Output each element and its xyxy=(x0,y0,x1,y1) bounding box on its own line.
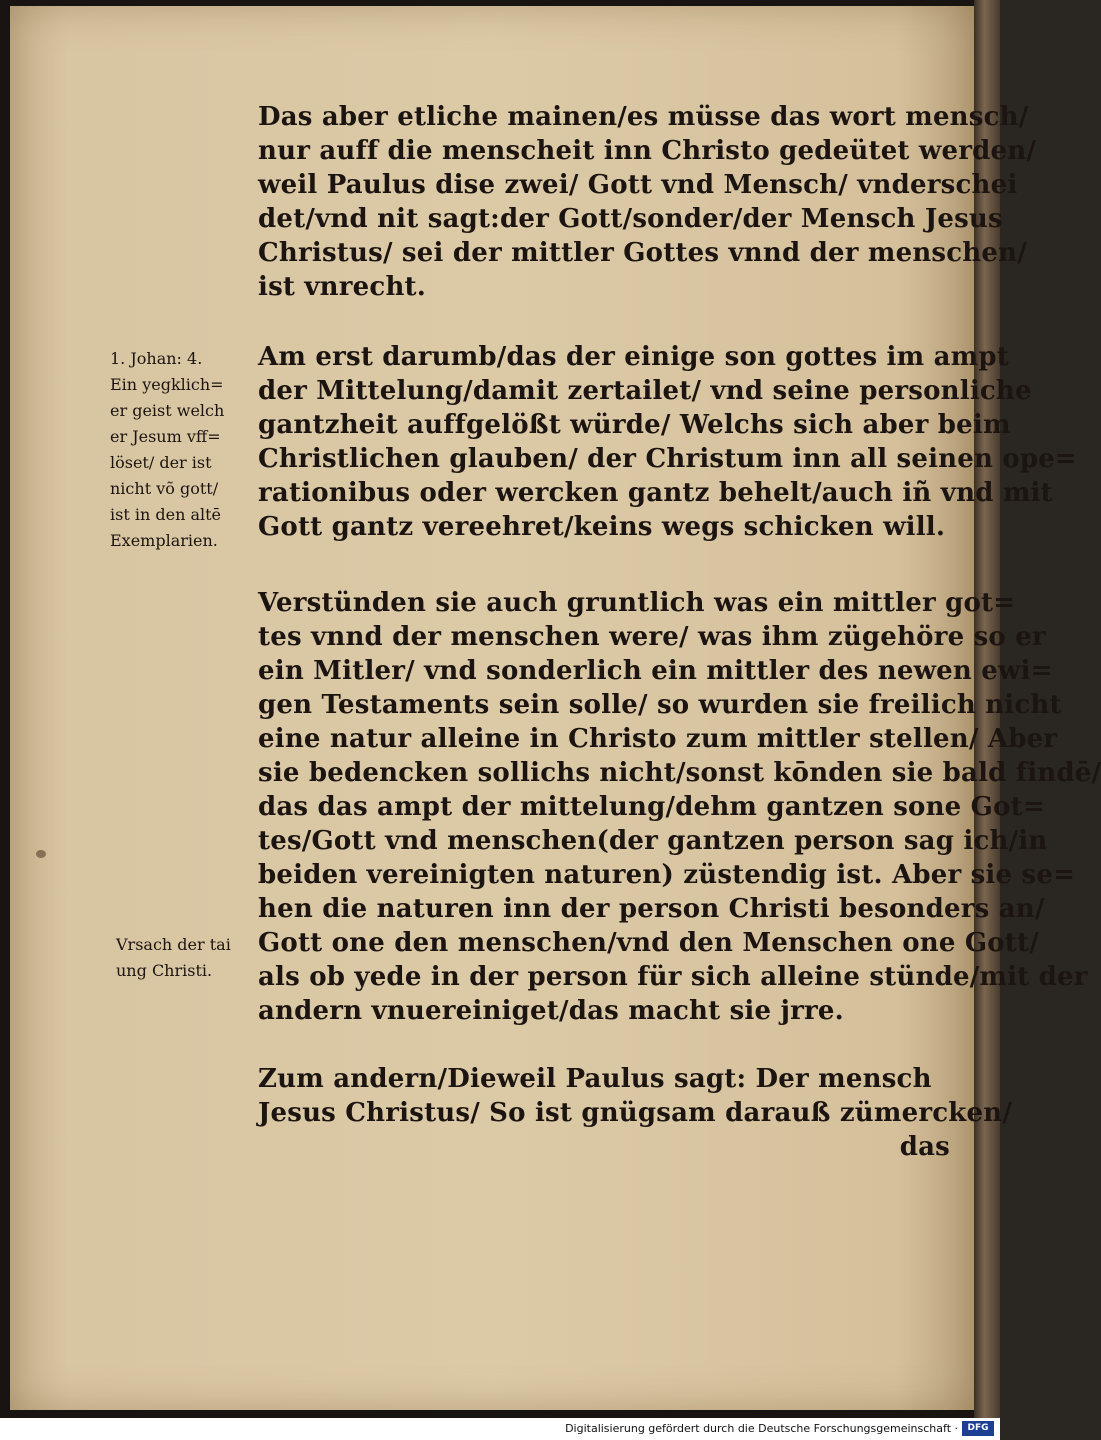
text-line: andern vnuereiniget/das macht sie jrre. xyxy=(258,996,844,1026)
text-line: der Mittelung/damit zertailet/ vnd seine personliche xyxy=(258,376,1032,406)
text-line: Jesus Christus/ So ist gnügsam darauß zümercken/ xyxy=(258,1098,1013,1128)
text-line: Zum andern/Dieweil Paulus sagt: Der mensch xyxy=(258,1064,932,1094)
text-line: ist vnrecht. xyxy=(258,272,427,302)
text-line: gen Testaments sein solle/ so wurden sie freilich nicht xyxy=(258,690,1062,720)
footer-credit: Digitalisierung gefördert durch die Deutsche Forschungsgemeinschaft · xyxy=(565,1422,958,1435)
text-line: ein Mitler/ vnd sonderlich ein mittler des newen ewi= xyxy=(258,656,1053,686)
margin-note-line: ist in den altē xyxy=(110,505,222,524)
text-line: rationibus oder wercken gantz behelt/auch iñ vnd mit xyxy=(258,478,1053,508)
text-line: weil Paulus dise zwei/ Gott vnd Mensch/ vnderschei xyxy=(258,170,1018,200)
text-line: Christlichen glauben/ der Christum inn all seinen ope= xyxy=(258,444,1078,474)
paragraph-1 xyxy=(258,100,1036,304)
text-line: das das ampt der mittelung/dehm gantzen sone Got= xyxy=(258,792,1045,822)
margin-note-line: nicht võ gott/ xyxy=(110,479,219,498)
text-line: als ob yede in der person für sich alleine stünde/mit der xyxy=(258,962,1088,992)
margin-note-line: er Jesum vff= xyxy=(110,427,221,446)
footer-bar xyxy=(0,1418,1000,1440)
paragraph-2 xyxy=(258,340,1077,544)
text-line: gantzheit auffgelößt würde/ Welchs sich aber beim xyxy=(258,410,1011,440)
margin-note-johan xyxy=(110,346,224,554)
paragraph-4 xyxy=(258,1062,1012,1164)
paragraph-3 xyxy=(258,586,1101,1028)
dfg-logo: DFG xyxy=(962,1421,994,1436)
margin-note-vrsach xyxy=(116,932,231,984)
text-line: Verstünden sie auch gruntlich was ein mittler got= xyxy=(258,588,1016,618)
margin-note-line: 1. Johan: 4. xyxy=(110,349,203,368)
text-line: tes vnnd der menschen were/ was ihm zügehöre so er xyxy=(258,622,1046,652)
margin-note-line: ung Christi. xyxy=(116,961,213,980)
text-line: Am erst darumb/das der einige son gottes im ampt xyxy=(258,342,1009,372)
text-line: det/vnd nit sagt:der Gott/sonder/der Mensch Jesus xyxy=(258,204,1003,234)
text-line: Christus/ sei der mittler Gottes vnnd der menschen/ xyxy=(258,238,1027,268)
text-line: nur auff die menscheit inn Christo gedeütet werden/ xyxy=(258,136,1037,166)
ink-stain xyxy=(36,850,46,858)
margin-note-line: löset/ der ist xyxy=(110,453,212,472)
text-line: tes/Gott vnd menschen(der gantzen person sag ich/in xyxy=(258,826,1048,856)
text-line: Gott gantz vereehret/keins wegs schicken will. xyxy=(258,512,946,542)
margin-note-line: er geist welch xyxy=(110,401,225,420)
text-line: eine natur alleine in Christo zum mittler stellen/ Aber xyxy=(258,724,1058,754)
text-line: beiden vereinigten naturen) züstendig ist. Aber sie se= xyxy=(258,860,1076,890)
text-line: Das aber etliche mainen/es müsse das wort mensch/ xyxy=(258,102,1029,132)
text-line: sie bedencken sollichs nicht/sonst kōnden sie bald findē/ xyxy=(258,758,1101,788)
margin-note-line: Exemplarien. xyxy=(110,531,218,550)
margin-note-line: Vrsach der tai xyxy=(116,935,231,954)
catchword: das xyxy=(899,1132,950,1162)
text-line: Gott one den menschen/vnd den Menschen one Gott/ xyxy=(258,928,1039,958)
margin-note-line: Ein yegklich= xyxy=(110,375,224,394)
text-line: hen die naturen inn der person Christi besonders an/ xyxy=(258,894,1045,924)
